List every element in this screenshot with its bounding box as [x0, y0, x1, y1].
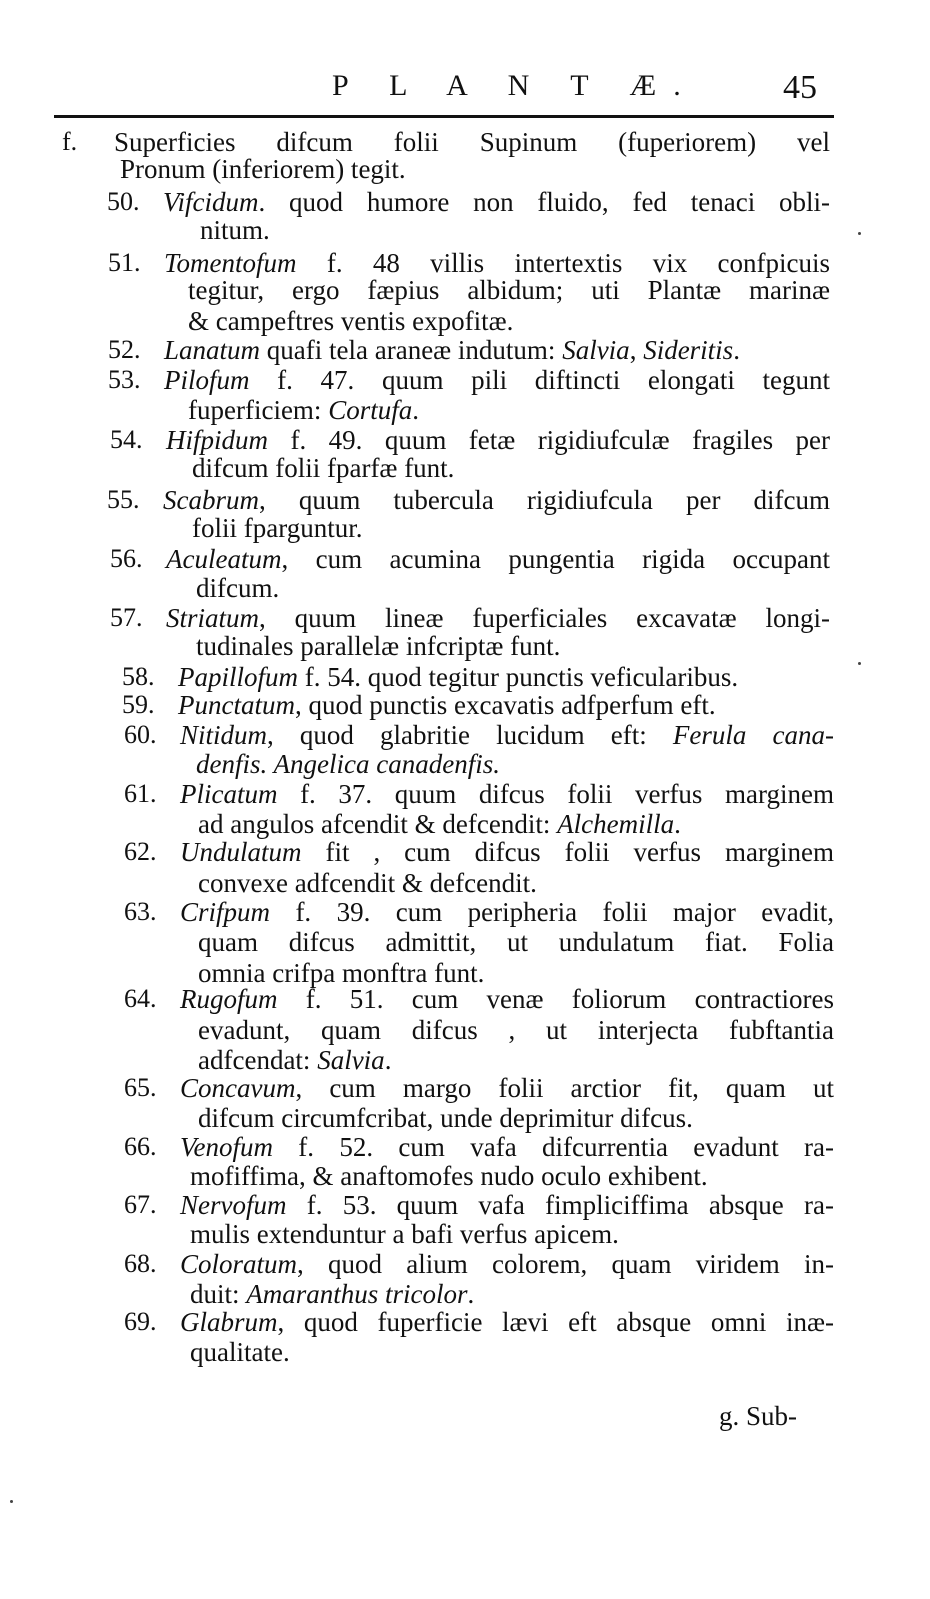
entry-text: f. 49. quum fetæ rigidiufculæ fragiles per — [268, 425, 830, 455]
entry-text: duit: — [190, 1279, 247, 1309]
entry-text: f. 47. quum pili diftincti elongati tegunt — [249, 365, 830, 395]
example-name: Cortufa — [328, 395, 413, 425]
entry-text: mulis extenduntur a bafi verfus apicem. — [190, 1219, 619, 1249]
scan-speck — [858, 232, 861, 235]
entry-text: ad angulos afcendit & defcendit: — [198, 809, 558, 839]
entry-text: , quod fuperficie lævi eft absque omni inæ- — [277, 1307, 834, 1337]
entry-text: Superficies difcum folii Supinum (fuperiorem) vel — [114, 127, 830, 157]
entry-number: f. — [62, 127, 78, 156]
entry-number: 62. — [124, 837, 157, 866]
entry-line — [192, 450, 454, 486]
entry-text: , — [629, 335, 644, 365]
entry-text: , quod glabritie lucidum eft: — [267, 720, 673, 750]
entry-text: folii fparguntur. — [192, 513, 363, 543]
entry-number: 60. — [124, 720, 157, 749]
entry-text: , quum tubercula rigidiufcula per difcum — [259, 485, 830, 515]
entry-text: , cum acumina pungentia rigida occupant — [281, 544, 830, 574]
entry-text: f. 37. quum difcus folii verfus marginem — [277, 779, 834, 809]
entry-term: Pilofum — [164, 365, 250, 395]
entry-number: 59. — [122, 690, 155, 719]
entry-number: 51. — [108, 248, 141, 277]
entry-text: . — [733, 335, 740, 365]
entry-term: Rugofum — [180, 984, 278, 1014]
page-number: 45 — [783, 69, 817, 106]
entry-term: Nervofum — [180, 1190, 287, 1220]
scan-speck — [858, 662, 861, 665]
entry-term: Plicatum — [180, 779, 278, 809]
entry-number: 64. — [124, 984, 157, 1013]
entry-text: fit , cum difcus folii verfus marginem — [301, 837, 834, 867]
entry-line — [200, 212, 270, 248]
entry-number: 58. — [122, 662, 155, 691]
entry-text: evadunt, quam difcus , ut interjecta fubftantia — [198, 1015, 834, 1045]
entry-text: mofiffima, & anaftomofes nudo oculo exhibent. — [190, 1161, 708, 1191]
entry-text: , quod alium colorem, quam viridem in- — [297, 1249, 834, 1279]
entry-text: f. 51. cum venæ foliorum contractiores — [277, 984, 834, 1014]
entry-term: Concavum — [180, 1073, 296, 1103]
entry-term: Aculeatum — [166, 544, 282, 574]
scan-speck — [10, 1500, 13, 1503]
entry-text: difcum. — [196, 573, 280, 603]
entry-term: Venofum — [180, 1132, 273, 1162]
entry-term: Vifcidum — [163, 187, 259, 217]
entry-text: quam difcus admittit, ut undulatum fiat. Folia — [198, 927, 834, 957]
entry-text: & campeftres ventis expofitæ. — [188, 306, 514, 336]
entry-number: 61. — [124, 779, 157, 808]
entry-text: f. 39. cum peripheria folii major evadit, — [270, 897, 834, 927]
example-name: denfis. Angelica canadenfis. — [196, 749, 500, 779]
entry-text: difcum folii fparfæ funt. — [192, 453, 455, 483]
entry-text: f. 53. quum vafa fimpliciffima absque ra- — [286, 1190, 834, 1220]
entry-text: Pronum (inferiorem) tegit. — [120, 154, 406, 184]
entry-text: fuperficiem: — [188, 395, 329, 425]
entry-term: Crifpum — [180, 897, 271, 927]
entry-term: Hifpidum — [166, 425, 269, 455]
example-name: Amaranthus tricolor — [246, 1279, 468, 1309]
entry-text: . — [384, 1045, 392, 1075]
entry-text: nitum. — [200, 215, 270, 245]
running-title: P L A N T Æ. — [332, 69, 698, 102]
entry-term: Nitidum — [180, 720, 268, 750]
entry-term: Coloratum — [180, 1249, 298, 1279]
entry-term: Undulatum — [180, 837, 302, 867]
entry-term: Striatum — [166, 603, 260, 633]
entry-text: tudinales parallelæ infcriptæ funt. — [196, 631, 561, 661]
header-rule — [54, 115, 834, 118]
example-name: Salvia — [317, 1045, 385, 1075]
entry-number: 68. — [124, 1249, 157, 1278]
entry-text: quafi tela araneæ indutum: — [260, 335, 563, 365]
entry-text: . — [412, 395, 419, 425]
entry-number: 69. — [124, 1307, 157, 1336]
entry-text: f. 54. quod tegitur punctis veficularibus. — [298, 662, 739, 692]
entry-term: Glabrum — [180, 1307, 278, 1337]
entry-term: Punctatum — [178, 690, 295, 720]
entry-text: difcum circumfcribat, unde deprimitur difcus. — [198, 1103, 693, 1133]
entry-text: tegitur, ergo fæpius albidum; uti Plantæ marinæ — [188, 275, 830, 305]
entry-text: . quod humore non fluido, fed tenaci obli- — [258, 187, 830, 217]
entry-text: . — [674, 809, 681, 839]
entry-number: 66. — [124, 1132, 157, 1161]
example-name: Alchemilla — [557, 809, 675, 839]
entry-text: f. 52. cum vafa difcurrentia evadunt ra- — [272, 1132, 834, 1162]
entry-text: , quum lineæ fuperficiales excavatæ longi- — [259, 603, 830, 633]
entry-number: 55. — [107, 485, 140, 514]
entry-text: , quod punctis excavatis adfperfum eft. — [294, 690, 716, 720]
entry-text: qualitate. — [190, 1337, 290, 1367]
entry-text: f. 48 villis intertextis vix confpicuis — [296, 248, 830, 278]
entry-text: , cum margo folii arctior fit, quam ut — [295, 1073, 834, 1103]
entry-term: Scabrum — [163, 485, 259, 515]
example-name: Salvia — [562, 335, 630, 365]
entry-number: 65. — [124, 1073, 157, 1102]
entry-text: . — [467, 1279, 475, 1309]
example-name: Sideritis — [643, 335, 734, 365]
entry-number: 53. — [108, 365, 141, 394]
entry-line — [120, 151, 406, 187]
entry-text: adfcendat: — [198, 1045, 318, 1075]
entry-number: 52. — [108, 335, 141, 364]
entry-number: 54. — [110, 425, 143, 454]
entry-number: 63. — [124, 897, 157, 926]
catchword: g. Sub- — [719, 1401, 798, 1431]
entry-number: 67. — [124, 1190, 157, 1219]
example-name: Ferula cana- — [672, 720, 834, 750]
entry-text: omnia crifpa monftra funt. — [198, 958, 485, 988]
entry-term: Papillofum — [178, 662, 298, 692]
entry-text: convexe adfcendit & defcendit. — [198, 868, 537, 898]
entry-number: 50. — [107, 187, 140, 216]
entry-number: 56. — [110, 544, 143, 573]
entry-term: Tomentofum — [164, 248, 297, 278]
entry-term: Lanatum — [164, 335, 261, 365]
entry-number: 57. — [110, 603, 143, 632]
entry-line — [190, 1334, 290, 1370]
